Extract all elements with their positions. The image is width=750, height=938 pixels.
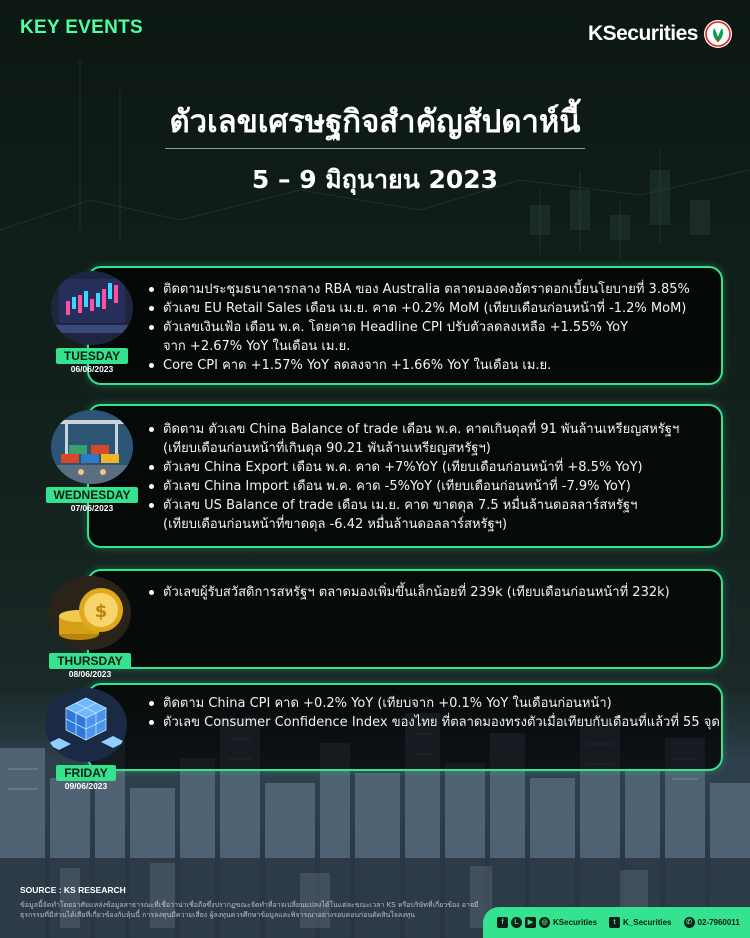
day-date: 06/06/2023 bbox=[70, 364, 114, 374]
event-item: ตัวเลข China Export เดือน พ.ค. คาด +7%YoY (เทียบเดือนก่อนหน้าที่ +8.5% YoY) bbox=[147, 458, 721, 477]
day-label: WEDNESDAY bbox=[46, 487, 139, 503]
event-item-text: ติดตาม ตัวเลข China Balance of trade เดือน พ.ค. คาดเกินดุลที่ 91 พันล้านเหรียญสหรัฐฯ bbox=[163, 422, 680, 437]
kasikorn-leaf-icon bbox=[704, 20, 732, 48]
day-label: THURSDAY bbox=[49, 653, 131, 669]
day-label: TUESDAY bbox=[56, 348, 128, 364]
instagram-icon[interactable]: ◎ bbox=[539, 917, 550, 928]
line-icon[interactable]: L bbox=[511, 917, 522, 928]
day-badge-friday bbox=[38, 688, 134, 791]
event-list bbox=[147, 694, 721, 732]
key-events-tag: KEY EVENTS bbox=[20, 17, 144, 38]
brand-name: KSecurities bbox=[587, 22, 698, 45]
facebook-icon[interactable]: f bbox=[497, 917, 508, 928]
event-item: ตัวเลขผู้รับสวัสดิการสหรัฐฯ ตลาดมองเพิ่มขึ้นเล็กน้อยที่ 239k (เทียบเดือนก่อนหน้าที่ 232k) bbox=[147, 583, 721, 602]
gold-coins-icon bbox=[49, 576, 131, 650]
day-badge-wednesday bbox=[38, 410, 146, 513]
page-title: ตัวเลขเศรษฐกิจสำคัญสัปดาห์นี้ bbox=[169, 104, 581, 140]
source-credit: SOURCE : KS RESEARCH bbox=[20, 885, 126, 895]
phone-icon[interactable]: ✆ bbox=[684, 917, 695, 928]
event-item-text: ตัวเลข US Balance of trade เดือน เม.ย. คาด ขาดดุล 7.5 หมื่นล้านดอลลาร์สหรัฐฯ bbox=[163, 498, 638, 513]
data-cubes-icon bbox=[45, 688, 127, 762]
event-card-tuesday bbox=[87, 266, 723, 385]
day-badge-thursday bbox=[37, 576, 143, 679]
twitter-icon[interactable]: t bbox=[609, 917, 620, 928]
event-item-text-cont: (เทียบเดือนก่อนหน้าที่เกินดุล 90.21 พันล้านเหรียญสหรัฐฯ) bbox=[163, 441, 491, 456]
day-date: 09/06/2023 bbox=[64, 781, 108, 791]
phone-number[interactable]: 02-7960011 bbox=[697, 918, 740, 927]
svg-text:$: $ bbox=[94, 601, 108, 622]
event-item: ตัวเลข Consumer Confidence Index ของไทย ที่ตลาดมองทรงตัวเมื่อเทียบกับเดือนที่แล้วที่ 55 จุด bbox=[147, 713, 721, 732]
day-badge-tuesday bbox=[44, 271, 140, 374]
event-item-text: ตัวเลขเงินเฟ้อ เดือน พ.ค. โดยคาด Headline CPI ปรับตัวลดลงเหลือ +1.55% YoY bbox=[163, 320, 629, 335]
stock-chart-laptop-icon bbox=[51, 271, 133, 345]
twitter-handle[interactable]: K_Securities bbox=[623, 918, 672, 927]
footer-contact-bar bbox=[483, 907, 750, 938]
event-item: ตัวเลข EU Retail Sales เดือน เม.ย. คาด +0.2% MoM (เทียบเดือนก่อนหน้าที่ -1.2% MoM) bbox=[147, 299, 721, 318]
title-divider bbox=[165, 148, 585, 149]
event-item bbox=[147, 420, 721, 458]
day-date: 08/06/2023 bbox=[68, 669, 112, 679]
youtube-icon[interactable]: ▶ bbox=[525, 917, 536, 928]
event-item-text-cont: จาก +2.67% YoY ในเดือน เม.ย. bbox=[163, 339, 351, 354]
event-list bbox=[147, 583, 721, 602]
event-item bbox=[147, 318, 721, 356]
event-item-text-cont: (เทียบเดือนก่อนหน้าที่ขาดดุล -6.42 หมื่นล้านดอลลาร์สหรัฐฯ) bbox=[163, 517, 508, 532]
event-list bbox=[147, 420, 721, 534]
day-date: 07/06/2023 bbox=[70, 503, 114, 513]
event-item: ตัวเลข China Import เดือน พ.ค. คาด -5%YoY (เทียบเดือนก่อนหน้าที่ -7.9% YoY) bbox=[147, 477, 721, 496]
event-card-wednesday bbox=[87, 404, 723, 548]
disclaimer-text: ข้อมูลนี้จัดทำโดยอาศัยแหล่งข้อมูลสาธารณะที่เชื่อว่าน่าเชื่อถือซึ่งปรากฏขณะจัดทำที่อาจเปลี่ยนแปลงได้ในแต่ละขณะเวลา KS หรือบริษัทที่เกี่ยวข้อง อาจมีธุรกรรมที่มีส่วนได้เสียที่เกี่ยวข้องกับหุ้นนี้ การลงทุนมีความเสี่ยง ผู้ลงทุนควรศึกษาข้อมูลและพิจารณาอย่างรอบคอบก่อนตัดสินใจลงทุน bbox=[20, 901, 479, 919]
event-card-friday bbox=[87, 683, 723, 771]
event-list bbox=[147, 280, 721, 375]
event-item bbox=[147, 496, 721, 534]
date-range-subtitle: 5 – 9 มิถุนายน 2023 bbox=[251, 165, 499, 194]
event-item: ติดตามประชุมธนาคารกลาง RBA ของ Australia ตลาดมองคงอัตราดอกเบี้ยนโยบายที่ 3.85% bbox=[147, 280, 721, 299]
day-label: FRIDAY bbox=[56, 765, 116, 781]
port-containers-icon bbox=[51, 410, 133, 484]
event-card-thursday bbox=[87, 569, 723, 669]
event-item: Core CPI คาด +1.57% YoY ลดลงจาก +1.66% YoY ในเดือน เม.ย. bbox=[147, 356, 721, 375]
event-item: ติดตาม China CPI คาด +0.2% YoY (เทียบจาก +0.1% YoY ในเดือนก่อนหน้า) bbox=[147, 694, 721, 713]
social-handle[interactable]: KSecurities bbox=[553, 918, 598, 927]
ksecurities-logo bbox=[588, 19, 732, 49]
